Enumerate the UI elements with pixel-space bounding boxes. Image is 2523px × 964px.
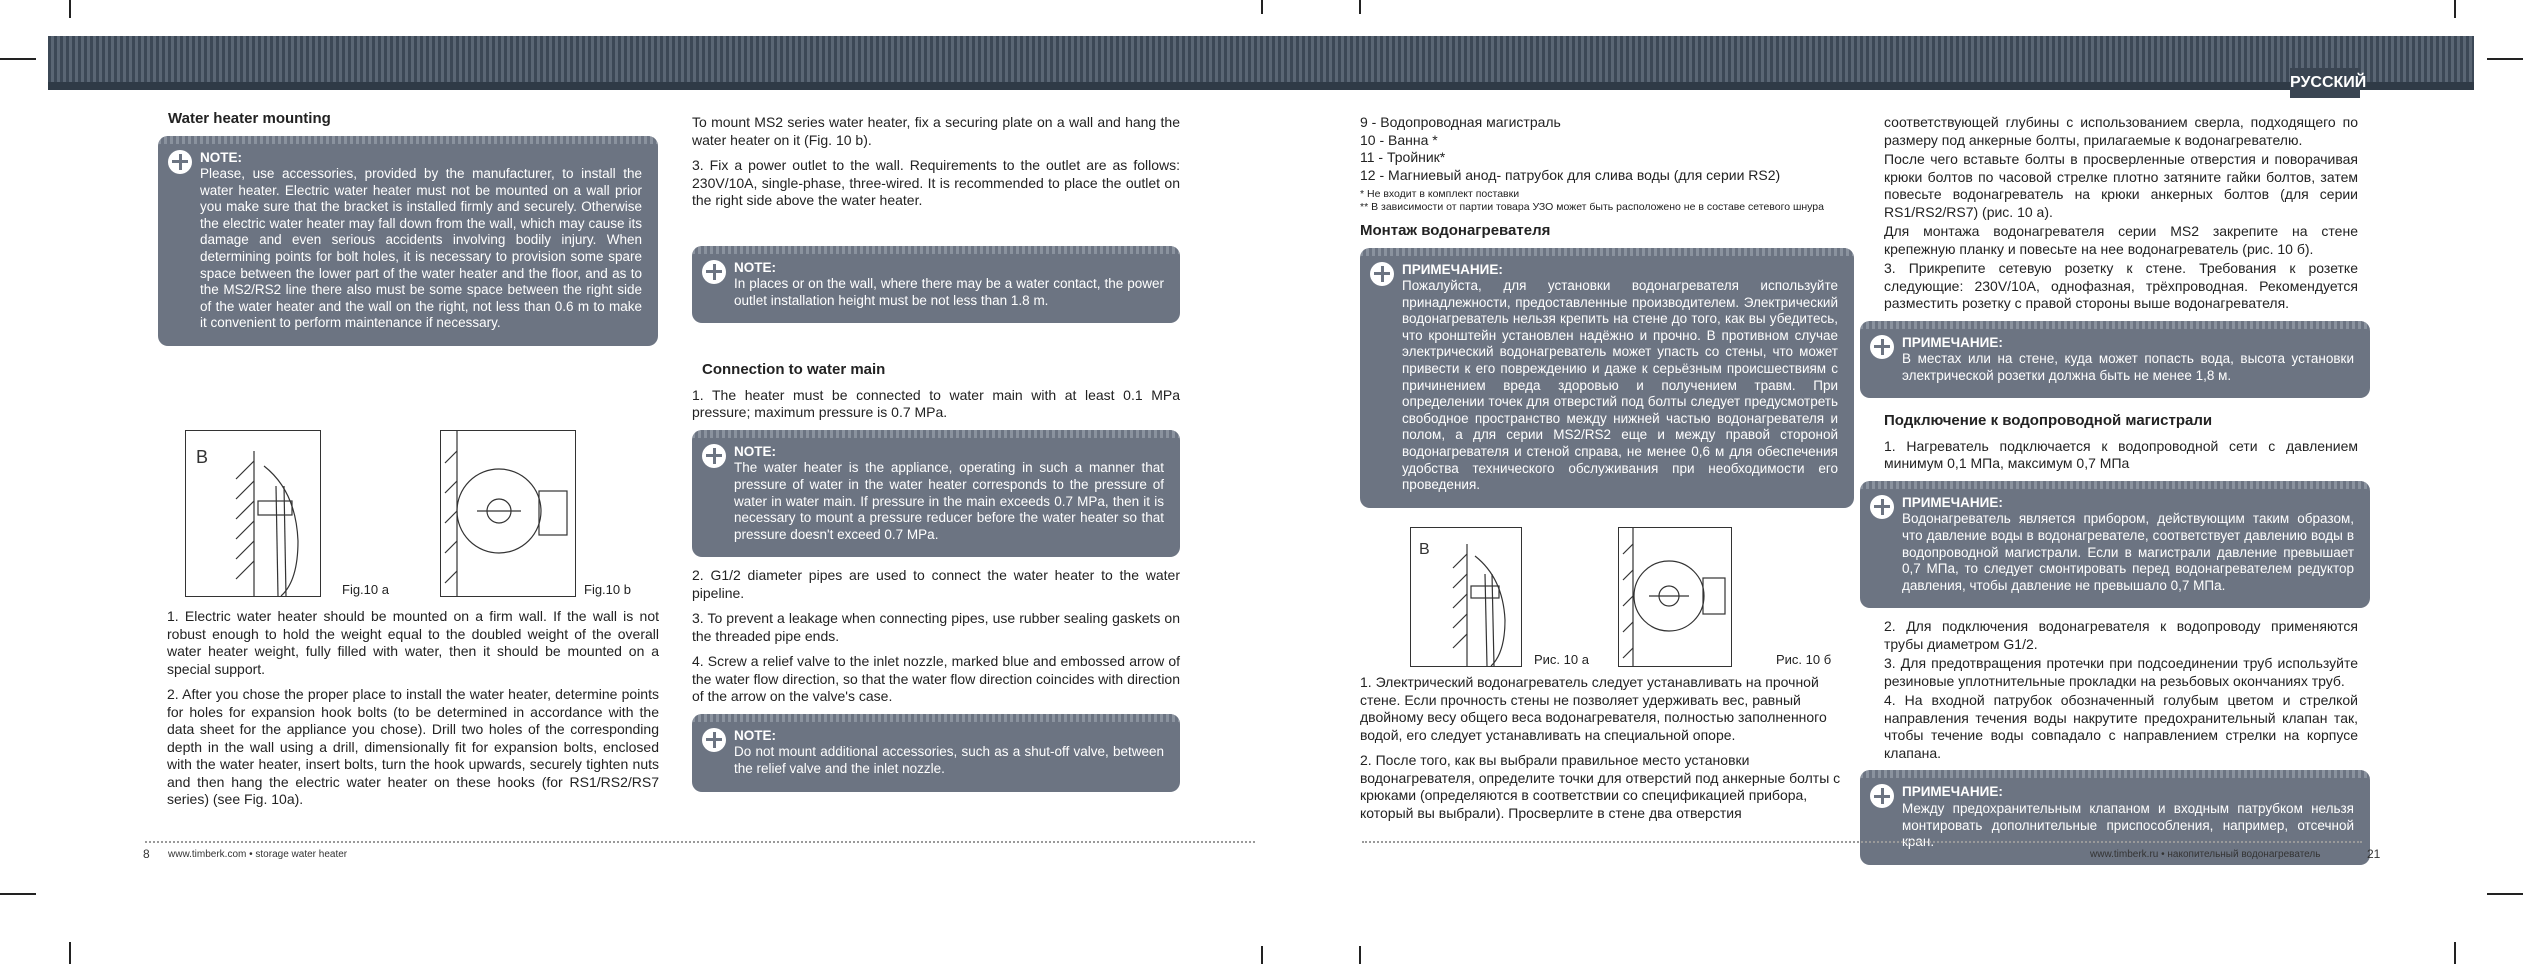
note-text: The water heater is the appliance, operating in such a manner that pressure of water in the water heater corresponds to the pressure of water in water main. If pressure in the main exceeds 0.7 MPa, then it is necessary to mount a pressure reducer before the water heater so that pressure doesn't exceed 0.7 MPa. (734, 460, 1164, 542)
note-title: NOTE: (734, 259, 776, 275)
crop-mark (2454, 942, 2456, 964)
paragraph: 2. After you chose the proper place to install the water heater, determine points for holes for expansion hook bolts (to be determined in accordance with the data sheet for the appliance you chose). Drill two holes of the corresponding depth in the wall using a drill, dimensionally fit for expansion bolts, enclosed with the water heater, insert bolts, turn the hook upwards, securely tighten nuts and then hang the electric water heater on these hooks (for RS1/RS2/RS7 series) (see Fig. 10a). (167, 686, 659, 807)
paragraph: Для монтажа водонагревателя серии MS2 закрепите на стене крепежную планку и повесьте на нее водонагреватель (рис. 10 б). (1884, 223, 2358, 257)
paragraph: 4. Screw a relief valve to the inlet nozzle, marked blue and embossed arrow of the water flow direction, so that the water flow direction coincides with direction of the arrow on the valve's case. (692, 653, 1180, 705)
column-4 (1884, 114, 2358, 865)
paragraph: После чего вставьте болты в просверленные отверстия и поворачивая крюки болтов по часовой стрелке плотно затяните гайки болтов, затем повесьте водонагреватель на крюки анкерных болтов (для серии RS1/RS2/RS7) (рис. 10 а). (1884, 151, 2358, 220)
legend-line: 9 - Водопроводная магистраль (1360, 114, 1561, 130)
figure-letter: B (1419, 541, 1430, 558)
note-title: NOTE: (200, 149, 242, 165)
column-1 (158, 110, 658, 346)
plus-icon (702, 444, 726, 468)
paragraph: 3. Fix a power outlet to the wall. Requirements to the outlet are as follows: 230V/10A, single-phase, three-wired. It is recommended to place the outlet on the right side above the water heater. (692, 157, 1180, 208)
plus-icon (1870, 495, 1894, 519)
figure-10b (1618, 527, 1732, 667)
figure-letter: B (196, 447, 209, 467)
footer-rule (1362, 841, 2362, 843)
note-title: ПРИМЕЧАНИЕ: (1902, 334, 2003, 350)
plus-icon (168, 150, 192, 174)
note-box (692, 246, 1180, 324)
header-band (48, 36, 2474, 88)
note-box (1860, 481, 2370, 609)
column-1-text (167, 608, 659, 817)
crop-mark (69, 0, 71, 18)
crop-mark (0, 58, 36, 60)
section-title: Connection to water main (702, 361, 886, 379)
crop-mark (2487, 893, 2523, 895)
crop-mark (2487, 58, 2523, 60)
figure-10a (185, 430, 321, 597)
language-tab: РУССКИЙ (2290, 68, 2360, 98)
figure-label: Рис. 10 б (1776, 652, 1832, 667)
paragraph: 2. G1/2 diameter pipes are used to connect the water heater to the water pipeline. (692, 567, 1180, 601)
note-title: ПРИМЕЧАНИЕ: (1902, 784, 2003, 800)
note-title: ПРИМЕЧАНИЕ: (1402, 261, 1503, 277)
paragraph: 2. После того, как вы выбрали правильное место установки водонагревателя, определите точки для отверстий под анкерные болты с крюками (определяются в соответствии со спецификацией прибора, который вы выбрали). Просверлите в стене два отверстия (1360, 752, 1841, 821)
paragraph: 1. Нагреватель подключается к водопроводной сети с давлением минимум 0,1 МПа, максимум 0,7 МПа (1884, 437, 2358, 472)
plus-icon (1870, 335, 1894, 359)
figure-label: Fig.10 a (342, 582, 389, 597)
plus-icon (1870, 784, 1894, 808)
section-title: Монтаж водонагревателя (1360, 222, 1551, 239)
crop-mark (1261, 0, 1263, 14)
paragraph: 3. Для предотвращения протечки при подсоединении труб используйте резиновые уплотнительные прокладки на резьбовых окончаниях труб. (1884, 655, 2358, 689)
note-box (1360, 248, 1854, 508)
section-title: Подключение к водопроводной магистрали (1884, 412, 2213, 430)
column-3 (1360, 114, 1854, 508)
paragraph: 2. Для подключения водонагревателя к водопроводу применяются трубы диаметром G1/2. (1884, 618, 2358, 652)
figure-10b-drawing (441, 431, 575, 596)
footer-text: www.timberk.ru • накопительный водонагреватель (2090, 849, 2321, 860)
legend-line: 11 - Тройник* (1360, 149, 1446, 165)
figure-label: Fig.10 b (584, 582, 631, 597)
note-text: Пожалуйста, для установки водонагревателя используйте принадлежности, предоставленные производителем. Электрический водонагреватель нельзя крепить на стене до того, как вы убедитесь, что кронштейн установлен надёжно и прочно. В противном случае электрический водонагреватель может упасть со стены, что может привести к его повреждению и даже к серьёзным происшествиям с причинением вреда здоровью и получением травм. При определении точек для отверстий под болты следует предусмотреть свободное пространство между нижней частью водонагревателя и полом, а для серии MS2/RS2 еще и между правой стороной водонагревателя и стеной справа, не менее 0,6 м для обеспечения удобства технического обслуживания при необходимости его проведения. (1402, 278, 1838, 493)
note-text: Водонагреватель является прибором, действующим таким образом, что давление воды в водонагревателе, соответствует давлению воды в водопроводной магистрали. Если в магистрали давление превышает 0,7 МПа, то следует смонтировать перед водонагревателем редуктор давления, чтобы давление не превышало 0,7 МПа. (1902, 511, 2354, 593)
paragraph: 1. Электрический водонагреватель следует устанавливать на прочной стене. Если прочность стены не позволяет удерживать вес, равный двойному весу общего веса водонагревателя, полностью заполненного водой, его следует устанавливать на специальной опоре. (1360, 674, 1827, 743)
paragraph: соответствующей глубины с использованием сверла, подходящего по размеру под анкерные болты, прилагаемые к водонагревателю. (1884, 114, 2358, 148)
figure-10b (440, 430, 576, 597)
crop-mark (1359, 0, 1361, 14)
paragraph: 1. The heater must be connected to water main with at least 0.1 MPa pressure; maximum pressure is 0.7 MPa. (692, 386, 1180, 421)
note-text: В местах или на стене, куда может попасть вода, высота установки электрической розетки должна быть не менее 1,8 м. (1902, 351, 2354, 383)
note-text: Do not mount additional accessories, such as a shut-off valve, between the relief valve and the inlet nozzle. (734, 744, 1164, 777)
plus-icon (1370, 262, 1394, 286)
note-box (692, 430, 1180, 558)
note-text: Please, use accessories, provided by the manufacturer, to install the water heater. Electric water heater must not be mounted on a wall prior you make sure that the bracket is installed firmly and securely. Otherwise the electric water heater may fall down from the wall, which may cause its damage and even serious accidents involving bodily injury. When determining points for bolt holes, it is necessary to provision some spare space between the lower part of the water heater and the floor, and as to the MS2/RS2 line there also must be some space between the right side of the water heater and the wall on the right, not less than 0.6 m to make it convenient to perform maintenance if necessary. (200, 166, 642, 331)
header-band-bottom (48, 82, 2474, 90)
figure-10a-drawing (1411, 528, 1521, 666)
crop-mark (1261, 946, 1263, 964)
legend-line: 12 - Магниевый анод- патрубок для слива воды (для серии RS2) (1360, 166, 1781, 183)
paragraph: 3. To prevent a leakage when connecting pipes, use rubber sealing gaskets on the threaded pipe ends. (692, 610, 1180, 644)
figure-10b-drawing (1619, 528, 1731, 666)
note-title: ПРИМЕЧАНИЕ: (1902, 494, 2003, 510)
legend-line: 10 - Ванна * (1360, 131, 1438, 148)
note-title: NOTE: (734, 443, 776, 459)
plus-icon (702, 728, 726, 752)
crop-mark (0, 893, 36, 895)
figure-label: Рис. 10 а (1534, 652, 1589, 667)
figure-10a-drawing (186, 431, 320, 596)
paragraph: To mount MS2 series water heater, fix a securing plate on a wall and hang the water heater on it (Fig. 10 b). (692, 114, 1180, 148)
footnote: * Не входит в комплект поставки (1360, 188, 1520, 200)
crop-mark (69, 942, 71, 964)
note-box (158, 136, 658, 347)
note-box (1860, 321, 2370, 399)
note-box (692, 714, 1180, 792)
paragraph: 4. На входной патрубок обозначенный голубым цветом и стрелкой направления течения воды накрутите предохранительный клапан так, чтобы течение воды совпадало с направлением стрелки на корпусе клапана. (1884, 692, 2358, 761)
plus-icon (702, 260, 726, 284)
footer-rule (145, 841, 1255, 843)
page-number: 8 (143, 847, 150, 861)
column-3-text (1360, 674, 1854, 830)
note-text: In places or on the wall, where there may be a water contact, the power outlet installation height must be not less than 1.8 m. (734, 276, 1164, 308)
paragraph: 1. Electric water heater should be mounted on a firm wall. If the wall is not robust enough to hold the weight equal to the doubled weight of the overall water heater weight, fully filled with water, then it should be mounted on a special support. (167, 608, 659, 677)
footnote: ** В зависимости от партии товара УЗО может быть расположено не в составе сетевого шнура (1360, 201, 1824, 213)
note-title: NOTE: (734, 727, 776, 743)
note-text: Между предохранительным клапаном и входным патрубком нельзя монтировать дополнительные приспособления, например, отсечной кран. (1902, 800, 2354, 850)
crop-mark (2454, 0, 2456, 18)
crop-mark (1359, 946, 1361, 964)
page-number: 21 (2367, 847, 2381, 861)
paragraph: 3. Прикрепите сетевую розетку к стене. Требования к розетке следующие: 230V/10A, однофазная, трёхпроводная. Рекомендуется разместить розетку с правой стороны выше водонагревателя. (1884, 260, 2358, 311)
footer-text: www.timberk.com • storage water heater (168, 849, 348, 860)
figure-10a (1410, 527, 1522, 667)
section-title: Water heater mounting (168, 110, 331, 127)
column-2 (692, 114, 1180, 792)
